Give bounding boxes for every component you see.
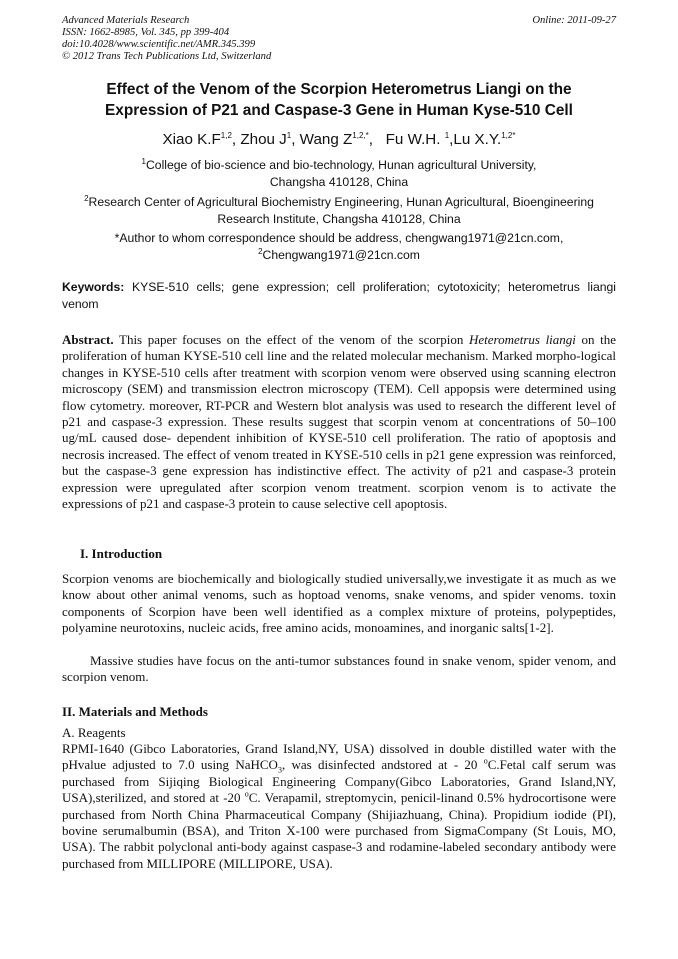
doi-line: doi:10.4028/www.scientific.net/AMR.345.399 — [62, 39, 256, 50]
issn-line: ISSN: 1662-8985, Vol. 345, pp 399-404 — [62, 27, 230, 38]
affiliation-1: $^1$College of bio-science and bio-technology, Hunan agricultural University, Changsha 410128, China — [141, 156, 537, 189]
subsection-heading-reagents: A. Reagents — [62, 725, 126, 740]
journal-name: Advanced Materials Research — [62, 15, 190, 26]
paper-title: Effect of the Venom of the Scorpion Heterometrus Liangi on the Expression of P21 and Caspase-3 Gene in Human Kyse-510 Cell — [105, 81, 573, 119]
affiliation-2: $^2$Research Center of Agricultural Biochemistry Engineering, Hunan Agricultural, Bioengineering Research Institute, Changsha 410128, China — [84, 193, 594, 226]
correspondence: *Author to whom correspondence should be address, chengwang1971@21cn.com, $^2$Chengwang1971@21cn.com — [114, 231, 564, 262]
running-header — [62, 15, 616, 63]
author-list: Xiao $K.F^{1,2}$, Zhou $J^1$, Wang $Z^{1,2,*}$, Fu W.H. $^1$,Lu X.Y.$^{1,2*}$ — [162, 130, 516, 148]
intro-paragraph-1: Scorpion venoms are biochemically and biologically studied universally,we investigate it as much as we know about other animal venoms, such as hoptoad venoms, snake venoms, and spider venoms. toxin components of Scorpion have been well identified as a complex mixture of proteins, polypeptides, polyamine neurotoxins, nucleic acids, free amino acids, monoamines, and inorganic salts[1-2]. — [62, 571, 616, 636]
abstract: Abstract. This paper focuses on the effect of the venom of the scorpion Heterometrus liangi on the proliferation of human KYSE-510 cell line and the related molecular mechanism. Marked morpho-logical changes in KYSE-510 cells after treatment with scorpion venom were observed using scanning electron microscopy (SEM) and transmission electron microscopy (TEM). Cell appopsis were determined using flow cytometry. moreover, RT-PCR and Western blot analysis was used to research the different level of p21 and caspase-3 expression. These results suggest that scorpin venom at concentrations of 50–100 ug/mL caused dose- dependent inhibition of KYSE-510 cell proliferation. The ratio of apoptosis and necrosis increased. The effect of venom treated in KYSE-510 cells in p21 gene expression was reinforced, but the caspase-3 gene expression has indistinctive effect. The activity of p21 and caspase-3 protein expression were upregulated after scorpion venom treatment. scorpion venom is to activate the expressions of p21 and caspase-3 protein to cause selective cell apoptosis. — [62, 332, 617, 512]
online-date: Online: 2011-09-27 — [532, 15, 616, 26]
section-heading-methods: II. Materials and Methods — [62, 704, 208, 719]
keywords: Keywords: KYSE-510 cells; gene expression; cell proliferation; cytotoxicity; heterometrus liangi venom — [62, 280, 616, 311]
copyright-line: © 2012 Trans Tech Publications Ltd, Switzerland — [62, 51, 272, 62]
intro-paragraph-2: Massive studies have focus on the anti-tumor substances found in snake venom, spider venom, and scorpion venom. — [62, 653, 616, 685]
section-heading-introduction: I. Introduction — [80, 546, 163, 561]
reagents-paragraph: RPMI-1640 (Gibco Laboratories, Grand Island,NY, USA) dissolved in double distilled water with the pHvalue adjusted to 7.0 using NaHCO$_3$, was disinfected andstored at - 20 $^o$C.Fetal calf serum was purchased from Sijiqing Biological Engineering Company(Gibco Laboratories, Grand Island,NY, USA),sterilized, and stored at -20 $^o$C. Verapamil, streptomycin, penicil-linand 0.5% hydrocortisone were purchased from North China Pharmaceutical Company (Shijiazhuang, China). Propidium iodide (PI), bovine serumalbumin (BSA), and Triton X-100 were purchased from SigmaCompany (St Louis, MO, USA). The rabbit polyclonal anti-body against caspase-3 and rodamine-labeled secondary antibody were purchased from MILLIPORE (MILLIPORE, USA). — [62, 741, 617, 871]
